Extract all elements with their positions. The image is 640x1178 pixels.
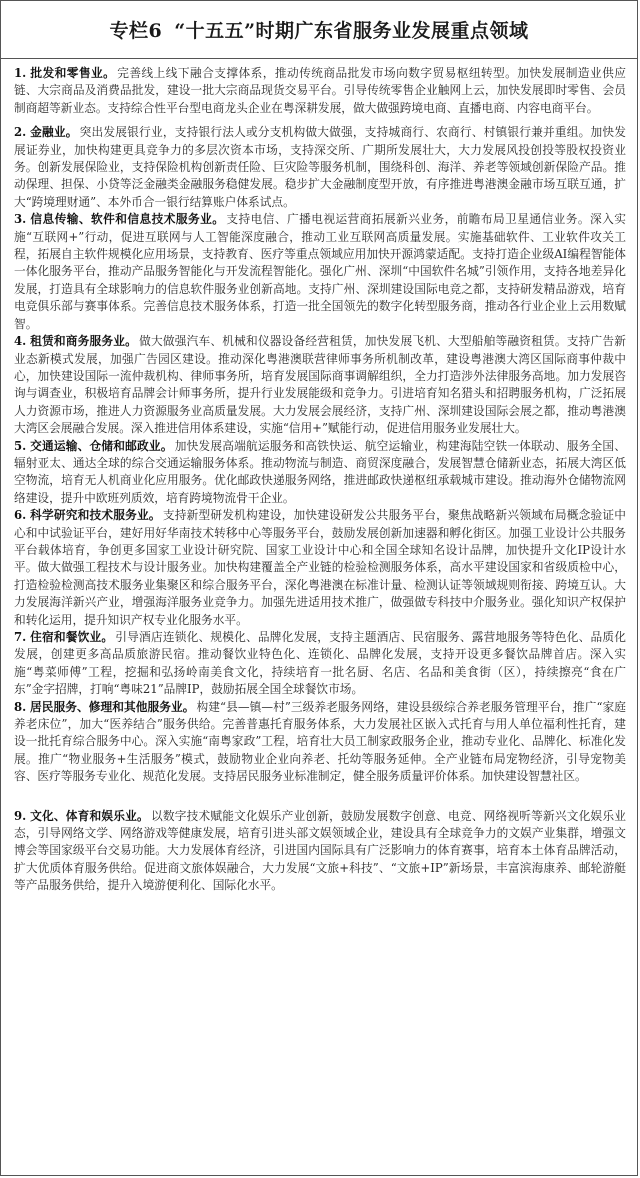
section-number: 5. [14, 438, 27, 453]
section-heading: 交通运输、仓储和邮政业。 [30, 438, 173, 453]
section-heading: 居民服务、修理和其他服务业。 [29, 699, 195, 714]
column-label: 专栏6 [109, 20, 163, 42]
section-resident-services [14, 699, 626, 786]
section-number: 3. [14, 212, 27, 227]
section-heading: 科学研究和技术服务业。 [30, 508, 161, 523]
section-transport-logistics [14, 438, 626, 508]
section-body: 引导酒店连锁化、规模化、品牌化发展，支持主题酒店、民宿服务、露营地服务等特色化、品质化发展，创建更多高品质旅游民宿。推动餐饮业特色化、连锁化、品牌化发展，支持开设更多餐饮品牌首店。深入实施“粤菜师傅”工程，挖掘和弘扬岭南美食文化，持续培育一批名厨、名店、名品和美食街（区），持续擦亮“食在广东”金字招牌，打响“粤味21”品牌IP，鼓励拓展全国全球餐饮市场。 [14, 630, 626, 697]
section-body: 加快发展高端航运服务和高铁快运、航空运输业，构建海陆空铁一体联动、服务全国、辐射亚太、通达全球的综合交通运输服务体系。推动物流与制造、商贸深度融合，发展智慧仓储新业态，拓展大湾区低空物流，培育无人机商业化应用服务。优化邮政快递服务网络，推进邮政快递枢纽承载城市建设。推动海外仓储物流网络建设，提升中欧班列质效，培育跨境物流骨干企业。 [14, 438, 626, 505]
column-title [109, 16, 528, 43]
section-body: 支持电信、广播电视运营商拓展新兴业务，前瞻布局卫星通信业务。深入实施“互联网+”行动，促进互联网与人工智能深度融合，推动工业互联网高质量发展。实施基础软件、工业软件攻关工程，拓展自主软件规模化应用场景，支持教育、医疗等重点领域应用加快开源鸿蒙适配。支持打造企业级AI编程智能体一体化服务平台，推动产品服务智能化与开发流程智能化。强化广州、深圳“中国软件名城”引领作用，支持各地差异化发展，打造具有全球影响力的信息软件服务业创新高地。支持广州、深圳建设国际电竞之都，支持研发精品游戏，培育电竞俱乐部与赛事体系。完善信息技术服务体系，打造一批全国领先的数字化转型服务商，推动各行业企业上云用数赋智。 [14, 212, 626, 331]
section-body: 构建“县—镇—村”三级养老服务网络，建设县级综合养老服务管理平台，推广“家庭养老床位”，加大“医养结合”服务供给。完善普惠托育服务体系，大力发展社区嵌入式托育与用人单位福利性托育，建设一批托育综合服务中心。深入实施“南粤家政”工程，培育壮大员工制家政服务企业，推动专业化、品牌化、标准化发展。推广“物业服务+生活服务”模式，鼓励物业企业向养老、托幼等服务延伸。全产业链布局宠物经济，引导宠物美容、医疗等服务专业化、规范化发展。支持居民服务业标准制定，健全服务质量评价体系。加快建设智慧社区。 [14, 699, 626, 784]
section-information-technology [14, 211, 626, 333]
section-accommodation-catering [14, 629, 626, 699]
section-body: 做大做强汽车、机械和仪器设备经营租赁，加快发展飞机、大型船舶等融资租赁。支持广告新业态新模式发展，加强广告园区建设。推动深化粤港澳联营律师事务所机制改革，建设粤港澳大湾区国际商事仲裁中心，加快建设国际一流仲裁机构、律师事务所，培育发展国际商事调解组织，全力打造涉外法律服务高地。加力发展咨询与调查业，积极培育品牌会计师事务所，提升行业发展能级和竞争力。引进培育知名猎头和招聘服务机构，广泛拓展人力资源市场，推进人力资源服务业高质量发展。大力发展会展经济，支持广州、深圳建设国际会展之都，推动粤港澳大湾区会展融合发展。深入推进信用体系建设，实施“信用+”赋能行动，促进信用服务业发展壮大。 [14, 334, 626, 436]
section-heading: 文化、体育和娱乐业。 [30, 808, 149, 823]
section-number: 1. [14, 66, 27, 80]
section-finance [14, 124, 626, 211]
section-heading: 金融业。 [30, 125, 78, 140]
section-body: 支持新型研发机构建设，加快建设研发公共服务平台，聚焦战略新兴领域布局概念验证中心和中试验证平台，建好用好华南技术转移中心等服务平台，鼓励发展创新加速器和孵化街区。加强工业设计公共服务平台载体培育，争创更多国家工业设计研究院、国家工业设计中心和全国全球知名设计品牌，加快提升文化IP设计水平。做大做强工程技术与设计服务业。加快构建覆盖全产业链的检验检测服务体系，高水平建设国家和省级质检中心，打造检验检测高技术服务业集聚区和综合服务平台，深化粤港澳在标准计量、检测认证等领域规则衔接、跨境互认。大力发展海洋新兴产业，增强海洋服务业竞争力。加强先进适用技术推广，做强做专科技中介服务业。强化知识产权保护和转化运用，提升知识产权专业化服务水平。 [14, 508, 626, 627]
column-header [1, 1, 637, 59]
section-heading: 批发和零售业。 [30, 66, 116, 80]
section-wholesale-retail [14, 65, 626, 117]
section-number: 2. [14, 125, 27, 140]
section-number: 9. [14, 808, 27, 823]
section-body: 突出发展银行业，支持银行法人或分支机构做大做强，支持城商行、农商行、村镇银行兼并重组。加快发展证券业，加快构建更具竞争力的多层次资本市场，支持深交所、广期所发展壮大，大力发展风投创投等股权投资业务。创新发展保险业，支持保险机构创新责任险、巨灾险等服务机制，围绕科创、海洋、养老等领域创新保险产品。推动保理、担保、小贷等泛金融类金融服务稳健发展。稳步扩大金融制度型开放，有序推进粤港澳金融市场互联互通，扩大“跨境理财通”、本外币合一银行结算账户体系试点。 [14, 125, 626, 209]
section-number: 7. [14, 630, 27, 644]
section-heading: 租赁和商务服务业。 [30, 334, 138, 349]
section-culture-sports [14, 808, 626, 895]
section-leasing-business [14, 333, 626, 437]
section-body: 以数字技术赋能文化娱乐产业创新，鼓励发展数字创意、电竞、网络视听等新兴文化娱乐业态，引导网络文学、网络游戏等健康发展，培育引进头部文娱领域企业，建设具有全球竞争力的文娱产业集群，增强文博会等国家级平台交易功能。大力发展体育经济，引进国内国际具有广泛影响力的体育赛事，培育本土体育品牌活动，扩大优质体育服务供给。促进商文旅体娱融合，大力发展“文旅+科技”、“文旅+IP”新场景，丰富滨海康养、邮轮游艇等产品服务供给，提升入境游便利化、国际化水平。 [14, 808, 626, 893]
section-number: 8. [14, 699, 27, 714]
section-number: 6. [14, 508, 27, 523]
column-content [1, 59, 637, 895]
section-number: 4. [14, 334, 27, 349]
section-science-technology [14, 507, 626, 629]
section-body: 完善线上线下融合支撑体系，推动传统商品批发市场向数字贸易枢纽转型。加快发展制造业供应链、大宗商品及消费品批发，建设一批大宗商品现货交易平台。引导传统零售企业触网上云，加快发展即时零售、会员制商超等新业态。支持综合性平台型电商龙头企业在粤深耕发展，做大做强跨境电商、直播电商、内容电商平台。 [14, 66, 626, 115]
section-heading: 住宿和餐饮业。 [30, 630, 114, 644]
column-title-text: “十五五”时期广东省服务业发展重点领域 [174, 20, 529, 42]
section-heading: 信息传输、软件和信息技术服务业。 [30, 212, 225, 227]
